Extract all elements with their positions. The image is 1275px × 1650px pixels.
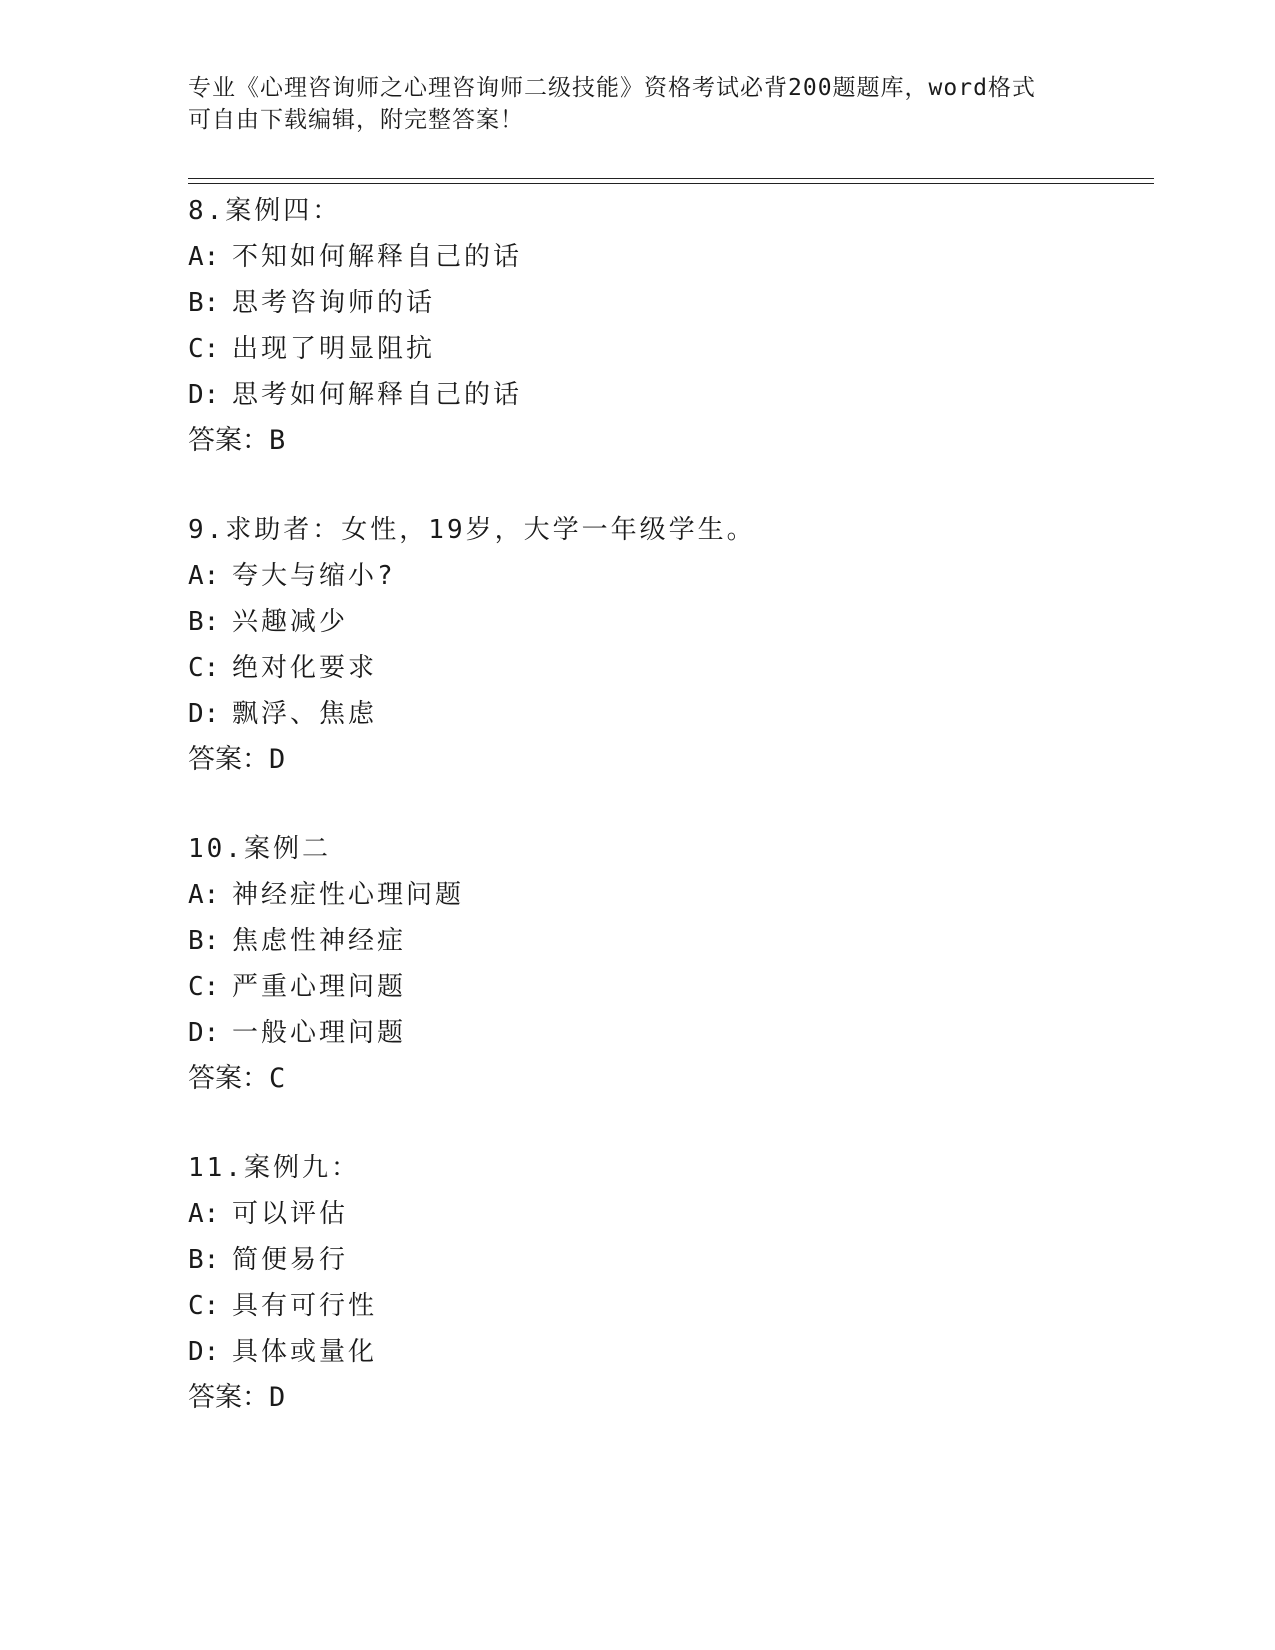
question-block — [188, 188, 1128, 464]
option-text: 简便易行 — [232, 1245, 349, 1275]
option-b — [188, 280, 1128, 326]
option-text: 不知如何解释自己的话 — [232, 242, 523, 272]
option-text: 严重心理问题 — [232, 972, 407, 1002]
option-text: 思考如何解释自己的话 — [232, 380, 523, 410]
option-letter: C: — [188, 334, 220, 364]
option-text: 焦虑性神经症 — [232, 926, 407, 956]
answer-label: 答案： — [188, 425, 269, 456]
option-text: 兴趣减少 — [232, 607, 349, 637]
option-letter: B: — [188, 926, 220, 956]
answer-label: 答案： — [188, 1382, 269, 1413]
option-d — [188, 691, 1128, 737]
option-text: 可以评估 — [232, 1199, 349, 1229]
question-stem: 10.案例二 — [188, 834, 331, 864]
option-text: 绝对化要求 — [232, 653, 378, 683]
option-text: 神经症性心理问题 — [232, 880, 465, 910]
option-letter: A: — [188, 880, 220, 910]
option-c — [188, 964, 1128, 1010]
question-stem: 8.案例四： — [188, 196, 342, 226]
question-stem: 11.案例九： — [188, 1153, 360, 1183]
option-letter: C: — [188, 1291, 220, 1321]
option-letter: C: — [188, 653, 220, 683]
question-block — [188, 507, 1128, 783]
answer-value: D — [269, 744, 286, 775]
option-c — [188, 1283, 1128, 1329]
answer-label: 答案： — [188, 744, 269, 775]
answer-label: 答案： — [188, 1063, 269, 1094]
answer-line — [188, 1375, 1128, 1421]
option-b — [188, 599, 1128, 645]
option-d — [188, 1010, 1128, 1056]
answer-value: C — [269, 1063, 286, 1094]
document-header — [188, 72, 1088, 136]
option-text: 飘浮、焦虑 — [232, 699, 378, 729]
option-letter: D: — [188, 1337, 220, 1367]
question-block — [188, 1145, 1128, 1421]
option-c — [188, 326, 1128, 372]
answer-line — [188, 737, 1128, 783]
option-a — [188, 234, 1128, 280]
option-d — [188, 372, 1128, 418]
option-text: 具体或量化 — [232, 1337, 378, 1367]
option-letter: D: — [188, 380, 220, 410]
question-list — [188, 188, 1128, 1464]
option-letter: D: — [188, 1018, 220, 1048]
question-stem: 9.求助者：女性，19岁，大学一年级学生。 — [188, 515, 756, 545]
option-d — [188, 1329, 1128, 1375]
answer-value: D — [269, 1382, 286, 1413]
option-letter: C: — [188, 972, 220, 1002]
option-letter: B: — [188, 288, 220, 318]
option-text: 思考咨询师的话 — [232, 288, 436, 318]
header-title-line-1: 专业《心理咨询师之心理咨询师二级技能》资格考试必背200题题库，word格式 — [188, 75, 1036, 101]
option-letter: A: — [188, 242, 220, 272]
option-a — [188, 872, 1128, 918]
option-letter: A: — [188, 1199, 220, 1229]
answer-line — [188, 418, 1128, 464]
option-b — [188, 1237, 1128, 1283]
option-b — [188, 918, 1128, 964]
option-text: 夸大与缩小? — [232, 561, 396, 591]
question-block — [188, 826, 1128, 1102]
option-letter: A: — [188, 561, 220, 591]
option-text: 具有可行性 — [232, 1291, 378, 1321]
header-divider-top — [188, 178, 1154, 179]
header-divider-bottom — [188, 183, 1154, 184]
option-text: 出现了明显阻抗 — [232, 334, 436, 364]
option-a — [188, 1191, 1128, 1237]
option-letter: D: — [188, 699, 220, 729]
option-letter: B: — [188, 607, 220, 637]
option-text: 一般心理问题 — [232, 1018, 407, 1048]
option-c — [188, 645, 1128, 691]
answer-value: B — [269, 425, 286, 456]
option-letter: B: — [188, 1245, 220, 1275]
header-title-line-2: 可自由下载编辑，附完整答案！ — [188, 107, 524, 133]
answer-line — [188, 1056, 1128, 1102]
option-a — [188, 553, 1128, 599]
